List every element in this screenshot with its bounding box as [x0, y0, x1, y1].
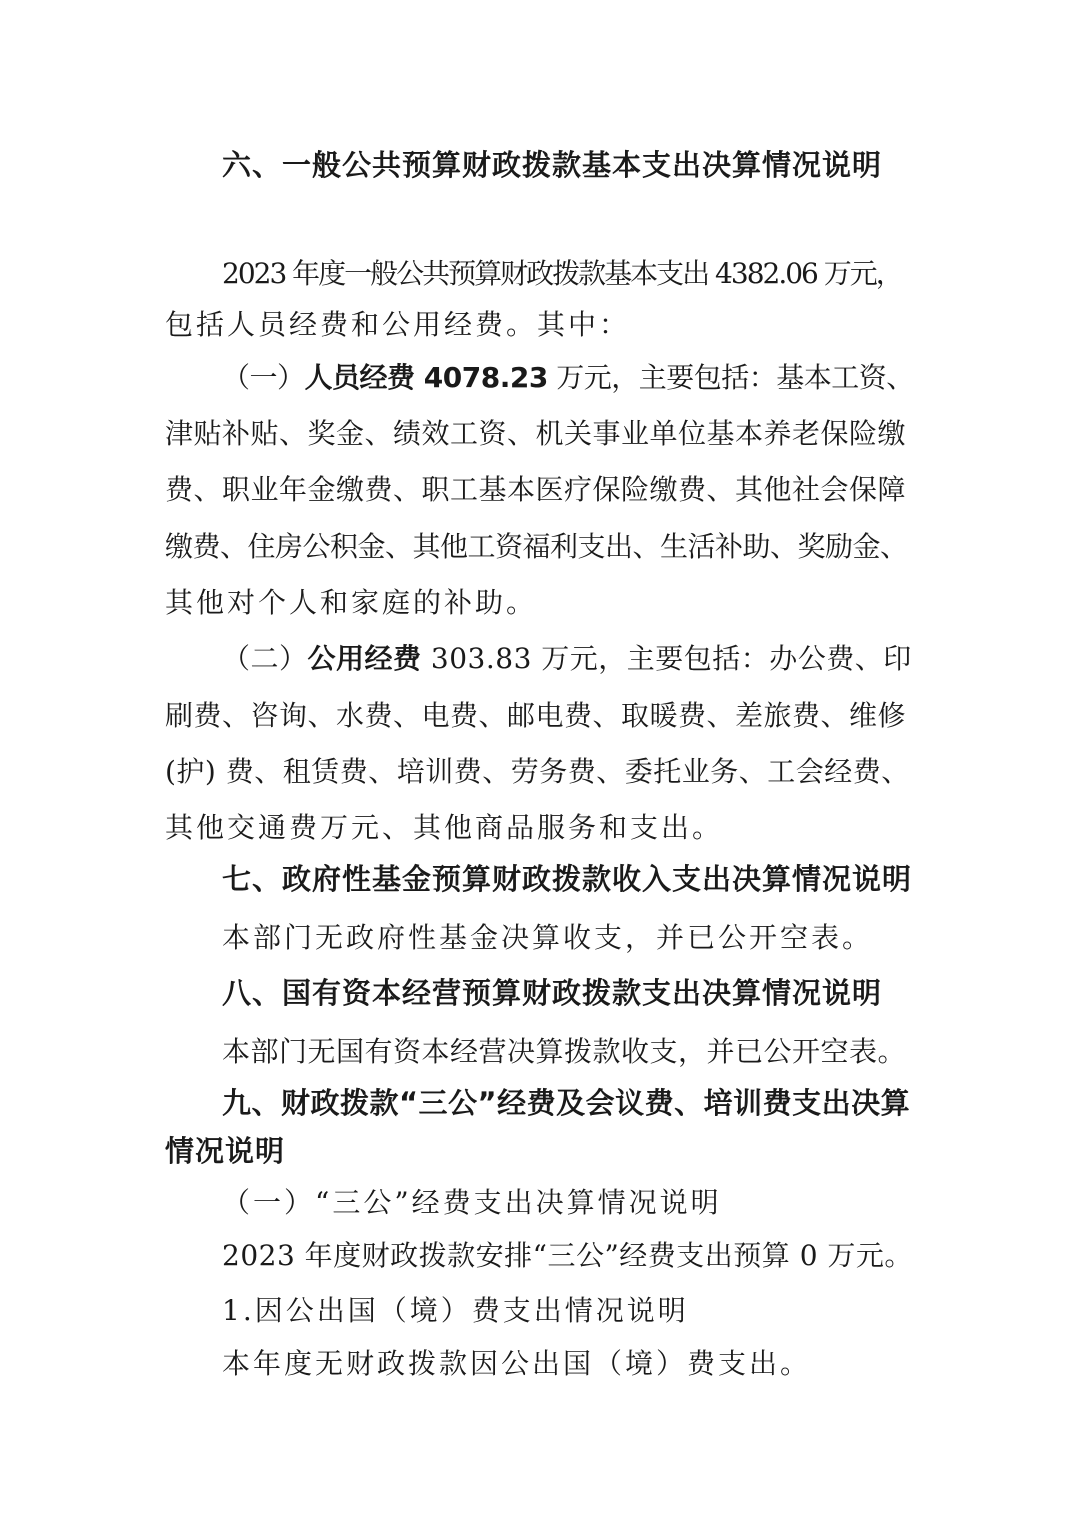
public-expense-line-3: (护) 费、租赁费、培训费、劳务费、委托业务、工会经费、 [165, 755, 910, 788]
section-6-heading: 六、一般公共预算财政拨款基本支出决算情况说明 [222, 148, 883, 182]
section-9-heading-line-1: 九、财政拨款“三公”经费及会议费、培训费支出决算 [222, 1086, 911, 1120]
personnel-expense-prefix: （一） [222, 361, 305, 394]
personnel-expense-line-4: 缴费、住房公积金、其他工资福利支出、生活补助、奖励金、 [165, 530, 908, 563]
personnel-expense-line-1 [222, 356, 914, 396]
section-9-subheading-1: （一）“三公”经费支出决算情况说明 [222, 1186, 722, 1219]
personnel-expense-label: 人员经费 4078.23 [304, 361, 548, 394]
section-6-intro-line-1: 2023 年度一般公共预算财政拨款基本支出 4382.06 万元， [222, 257, 902, 290]
section-9-heading-line-2: 情况说明 [165, 1134, 286, 1168]
public-expense-line-2: 刷费、咨询、水费、电费、邮电费、取暖费、差旅费、维修 [165, 699, 907, 732]
section-7-heading: 七、政府性基金预算财政拨款收入支出决算情况说明 [222, 862, 913, 896]
public-expense-label: 公用经费 [307, 642, 422, 675]
section-8-body: 本部门无国有资本经营决算拨款收支，并已公开空表。 [222, 1035, 907, 1068]
section-7-body: 本部门无政府性基金决算收支，并已公开空表。 [222, 921, 874, 954]
public-expense-line-1-rest: 303.83 万元，主要包括：办公费、印 [421, 642, 912, 675]
personnel-expense-line-2: 津贴补贴、奖金、绩效工资、机关事业单位基本养老保险缴 [165, 417, 907, 450]
personnel-expense-line-1-rest: 万元，主要包括：基本工资、 [547, 361, 914, 394]
personnel-expense-line-3: 费、职业年金缴费、职工基本医疗保险缴费、其他社会保障 [165, 473, 907, 506]
section-8-heading: 八、国有资本经营预算财政拨款支出决算情况说明 [222, 976, 883, 1010]
item-1-body: 本年度无财政拨款因公出国（境）费支出。 [222, 1347, 812, 1380]
public-expense-prefix: （二） [222, 642, 308, 675]
public-expense-line-4: 其他交通费万元、其他商品服务和支出。 [165, 811, 724, 844]
section-9-budget-text: 2023 年度财政拨款安排“三公”经费支出预算 0 万元。 [222, 1239, 913, 1272]
personnel-expense-line-5: 其他对个人和家庭的补助。 [165, 586, 538, 619]
section-6-intro-line-2: 包括人员经费和公用经费。其中： [165, 308, 631, 341]
item-1-title: 1.因公出国（境）费支出情况说明 [222, 1294, 689, 1327]
public-expense-line-1 [222, 637, 912, 677]
